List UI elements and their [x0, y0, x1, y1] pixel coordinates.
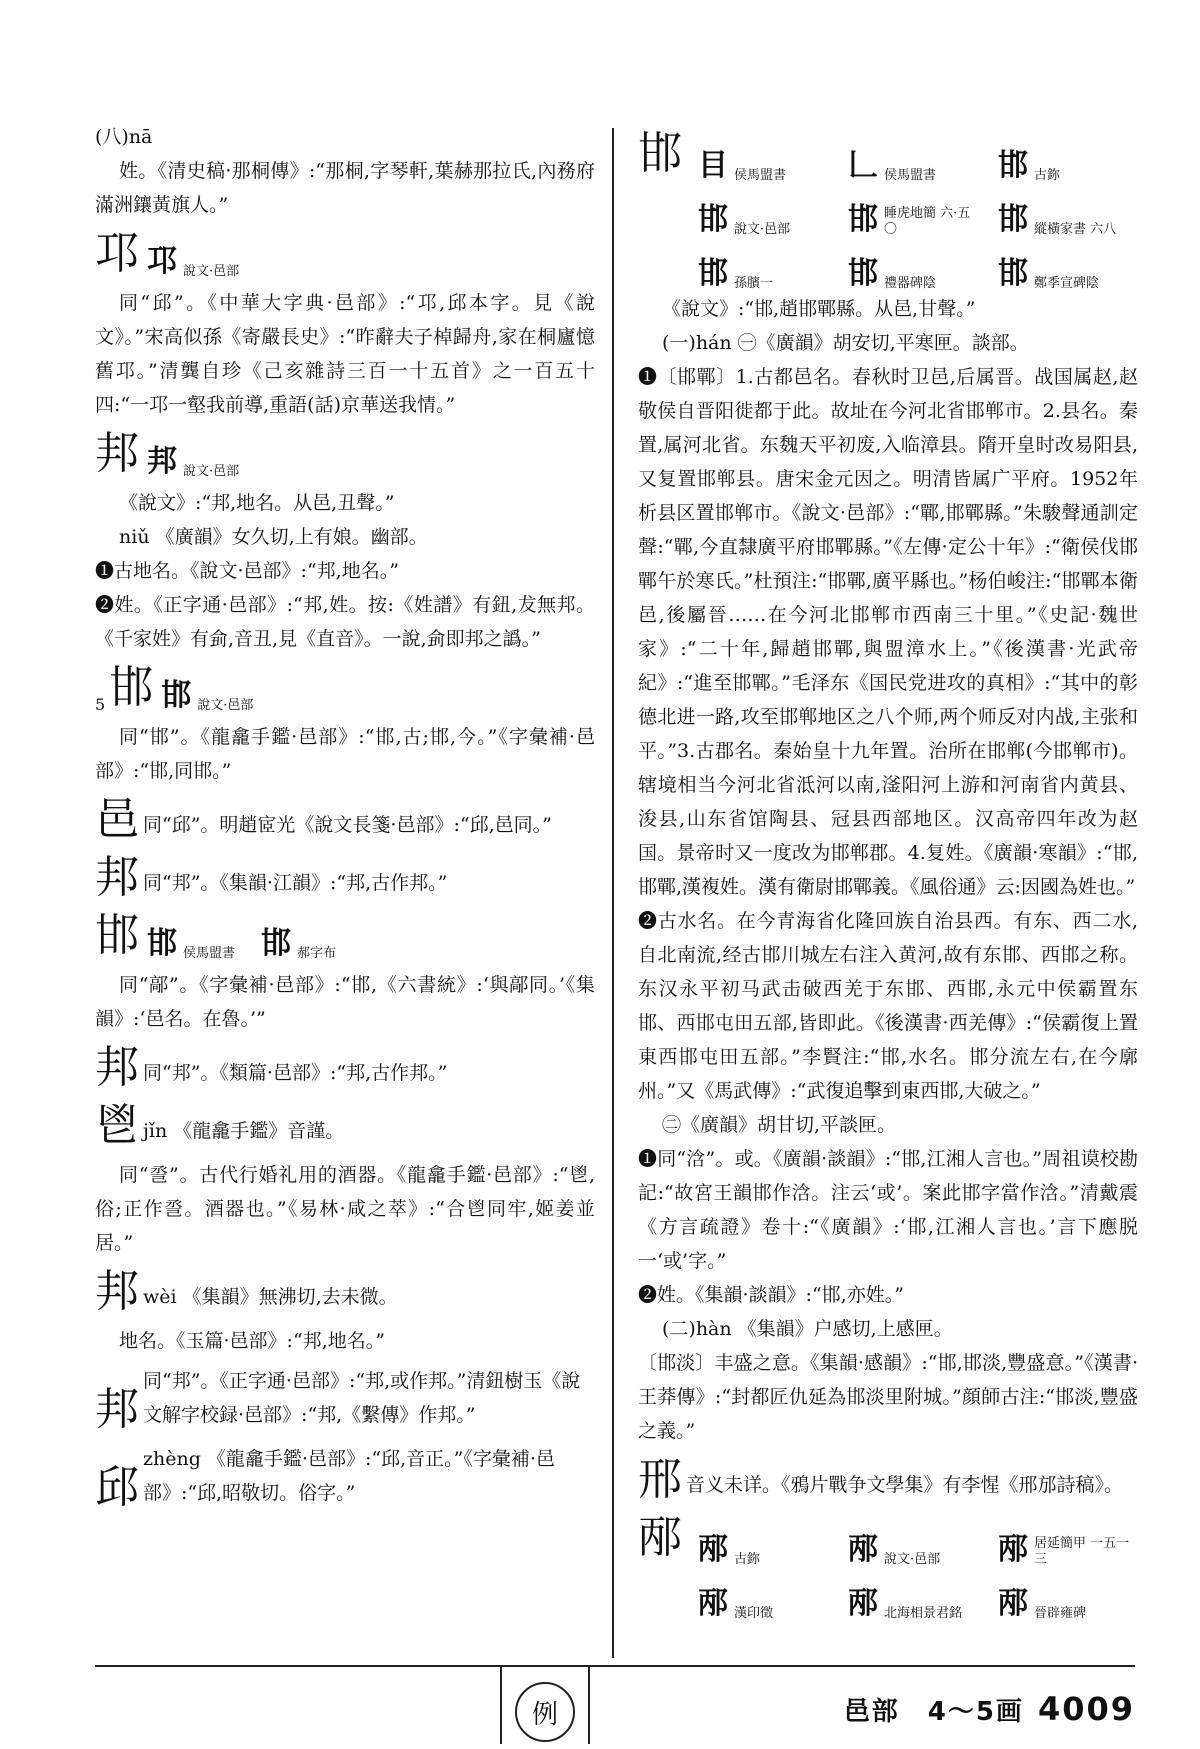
ancient-form	[998, 1524, 1130, 1568]
left-column	[95, 120, 595, 1520]
definition-paragraph: 地名。《玉篇·邑部》:“邦,地名。”	[119, 1330, 385, 1352]
ancient-form	[698, 1578, 830, 1622]
ancient-form	[848, 248, 980, 292]
seal-source: 說文·邑部	[183, 464, 240, 479]
definition-paragraph: niǔ 《廣韻》女久切,上有娘。幽部。	[119, 526, 428, 548]
ancient-form-source: 北海相景君銘	[884, 1606, 963, 1621]
seal-script	[147, 918, 235, 962]
entry-head	[95, 662, 595, 714]
page-number: 4009	[1037, 1690, 1135, 1728]
definition-paragraph: ❶古地名。《說文·邑部》:“邦,地名。”	[95, 560, 399, 582]
ancient-form-source: 睡虎地簡 六·五〇	[884, 206, 971, 237]
ancient-form-source: 說文·邑部	[884, 1552, 941, 1567]
entry-head	[95, 794, 595, 846]
definition-paragraph: (二)hàn 《集韻》户感切,上感匣。	[662, 1318, 953, 1340]
seal-source: 侯馬盟書	[183, 946, 236, 961]
entry-inline-text: 同“邦”。《集韻·江韻》:“邦,古作邦。”	[143, 872, 448, 894]
ancient-form-source: 縱橫家書 六八	[1034, 222, 1117, 237]
definition-paragraph: 《說文》:“邦,地名。从邑,丑聲。”	[119, 492, 395, 514]
ancient-form	[698, 194, 830, 238]
ancient-glyph: 邴	[848, 1586, 878, 1621]
definition-paragraph: ❷姓。《正字通·邑部》:“邦,姓。按:《姓譜》有鈕,犮無邦。《千家姓》有侴,音丑,見《直音》。一說,侴即邦之譌。”	[95, 594, 595, 650]
ancient-form-source: 說文·邑部	[734, 222, 791, 237]
ancient-glyph: 邴	[998, 1532, 1028, 1567]
entry-head	[95, 1266, 595, 1318]
ancient-form-source: 晉辟雍碑	[1034, 1606, 1087, 1621]
ancient-form-source: 漢印徵	[734, 1606, 774, 1621]
headword: 邦	[95, 1042, 139, 1093]
ancient-form-source: 孫臏一	[734, 276, 774, 291]
headword: 邯	[638, 128, 682, 179]
ancient-form-source: 禮器碑陰	[884, 276, 937, 291]
publisher-stamp-icon: 例	[515, 1682, 575, 1742]
seal-script	[147, 236, 239, 280]
ancient-form-source: 古鉨	[1034, 168, 1061, 183]
entry-head	[95, 1042, 595, 1094]
ancient-glyph: 邴	[848, 1532, 878, 1567]
definition-paragraph: 同“巹”。古代行婚礼用的酒器。《龍龕手鑑·邑部》:“鬯,俗;正作巹。酒器也。”《易林·咸之萃》:“合鬯同牢,姬姜並居。”	[95, 1164, 595, 1254]
seal-glyph: 邯	[161, 678, 192, 713]
seal-script	[147, 436, 239, 480]
ancient-form	[848, 1524, 980, 1568]
headword: 邦	[95, 428, 139, 479]
seal-script	[161, 670, 253, 714]
ancient-form	[848, 140, 980, 184]
ancient-glyph: 邴	[698, 1532, 728, 1567]
definition-paragraph: 《說文》:“邯,趙邯鄲縣。从邑,甘聲。”	[662, 298, 976, 320]
headword: 邦	[95, 1266, 139, 1317]
entry-head	[95, 910, 595, 962]
headword: 邯	[109, 662, 154, 713]
ancient-glyph: 邯	[698, 256, 728, 291]
seal-glyph: 邛	[147, 244, 177, 279]
seal-source: 說文·邑部	[183, 264, 240, 279]
headword: 邱	[95, 1462, 139, 1513]
definition-paragraph: ㊁《廣韻》胡甘切,平談匣。	[662, 1114, 897, 1136]
ancient-form	[848, 194, 980, 238]
seal-source: 郝字布	[297, 946, 337, 961]
headword: 邦	[95, 852, 139, 903]
headword: 邑	[95, 794, 139, 845]
entry-head	[638, 1454, 1138, 1506]
seal-glyph: 邦	[147, 444, 177, 479]
ancient-form	[998, 140, 1130, 184]
entry-inline-text: 同“邦”。《正字通·邑部》:“邦,或作邦。”清鈕樹玉《說文解字校録·邑部》:“邦,《繫傳》作邦。”	[143, 1370, 581, 1426]
definition-paragraph: ❷古水名。在今青海省化隆回族自治县西。有东、西二水,自北南流,经古邯川城左右注入黄河,故有东邯、西邯之称。东汉永平初马武击破西羌于东邯、西邯,永元中侯霸置东邯、西邯屯田五部,皆即此。《後漢書·西羌傳》:“侯霸復上置東西邯屯田五部。”李賢注:“邯,水名。邯分流左右,在今廓州。”又《馬武傳》:“武復追擊到東西邯,大破之。”	[638, 910, 1138, 1102]
ancient-glyph: 邴	[698, 1586, 728, 1621]
entry-inline-text: 音义未详。《鴉片戰争文學集》有李惺《邢邡詩稿》。	[686, 1474, 1124, 1496]
entry-head	[95, 228, 595, 280]
seal-script	[261, 918, 336, 962]
definition-paragraph: 姓。《清史稿·那桐傳》:“那桐,字琴軒,葉赫那拉氏,內務府滿洲鑲黃旗人。”	[95, 160, 595, 216]
definition-paragraph: ❷姓。《集韻·談韻》:“邯,亦姓。”	[638, 1284, 904, 1306]
ancient-form-source: 古鉨	[734, 1552, 761, 1567]
headword: 邦	[95, 1384, 139, 1435]
ancient-glyph: 邯	[998, 256, 1028, 291]
entry-head	[95, 428, 595, 480]
entry-head	[95, 1100, 595, 1152]
reading-line: (八)nā	[95, 126, 153, 148]
ancient-form-source: 侯馬盟書	[734, 168, 787, 183]
entry-inline-text: 同“邦”。《類篇·邑部》:“邦,古作邦。”	[143, 1062, 448, 1084]
ancient-glyph: 邯	[998, 202, 1028, 237]
ancient-glyph: 邯	[998, 148, 1028, 183]
page-footer	[95, 1680, 1135, 1740]
definition-paragraph: 同“邯”。《龍龕手鑑·邑部》:“邯,古;邯,今。”《字彙補·邑部》:“邯,同邯。”	[95, 726, 595, 782]
entry-head	[95, 1442, 595, 1514]
definition-paragraph: ❶〔邯鄲〕1.古都邑名。春秋时卫邑,后属晋。战国属赵,赵敬侯自晋阳徙都于此。故址在今河北省邯郸市。2.县名。秦置,属河北省。东魏天平初废,入临漳县。隋开皇时改易阳县,又复置邯郸县。唐宋金元因之。明清皆属广平府。1952年析县区置邯郸市。《說文·邑部》:“鄲,邯鄲縣。”朱駿聲通訓定聲:“鄲,今直隸廣平府邯鄲縣。”《左傳·定公十年》:“衛侯伐邯鄲午於寒氏。”杜預注:“邯鄲,廣平縣也。”杨伯峻注:“邯鄲本衛邑,後屬晉……在今河北邯郸市西南三十里。”《史記·魏世家》:“二十年,歸趙邯鄲,與盟漳水上。”《後漢書·光武帝紀》:“進至邯鄲。”毛泽东《国民党进攻的真相》:“其中的彰德北进一路,攻至邯郸地区之八个师,两个师反对内战,主张和平。”3.古郡名。秦始皇十九年置。治所在邯郸(今邯郸市)。辖境相当今河北省泜河以南,滏阳河上游和河南省内黄县、浚县,山东省馆陶县、冠县西部地区。汉高帝四年改为赵国。景帝时又一度改为邯郸郡。4.复姓。《廣韻·寒韻》:“邯,邯鄲,漢複姓。漢有衛尉邯鄲義。《風俗通》云:因國為姓也。”	[638, 366, 1138, 898]
seal-glyph: 邯	[147, 926, 177, 961]
entry-head	[95, 852, 595, 904]
ancient-form	[698, 1524, 830, 1568]
headword: 邯	[95, 910, 139, 961]
ancient-glyph: 邯	[848, 256, 878, 291]
headword: 邢	[638, 1454, 682, 1505]
definition-paragraph: 同“邱”。《中華大字典·邑部》:“邛,邱本字。見《說文》。”宋高似孫《寄嚴長史》:“昨辭夫子棹歸舟,家在桐廬憶舊邛。”清龔自珍《己亥雜詩三百一十五首》之一百五十四:“一邛一壑我前導,重語(話)京華送我情。”	[95, 292, 595, 416]
ancient-forms-grid	[698, 140, 1138, 292]
definition-paragraph: ❶同“浛”。或。《廣韻·談韻》:“邯,江湘人言也。”周祖谟校勘記:“故宮王韻邯作浛。注云‘或’。案此邯字當作浛。”清戴震《方言疏證》卷十:“《廣韻》:‘邯,江湘人言也。’言下應脱一‘或’字。”	[638, 1148, 1138, 1272]
ancient-form	[998, 194, 1130, 238]
seal-glyph: 邯	[261, 926, 292, 961]
definition-paragraph: 〔邯淡〕丰盛之意。《集韻·感韻》:“邯,邯淡,豐盛意。”《漢書·王莽傳》:“封都匠仇延為邯淡里附城。”顔師古注:“邯淡,豐盛之義。”	[638, 1352, 1138, 1442]
ancient-form	[848, 1578, 980, 1622]
ancient-form-source: 居延簡甲 一五一三	[1034, 1536, 1130, 1567]
ancient-form-source: 鄭季宣碑陰	[1034, 276, 1100, 291]
footer-rule	[95, 1665, 1135, 1667]
headword: 邛	[95, 228, 139, 279]
ancient-glyph: 邴	[998, 1586, 1028, 1621]
ancient-glyph: 邯	[698, 202, 728, 237]
ancient-form	[998, 248, 1130, 292]
ancient-form-source: 侯馬盟書	[884, 168, 937, 183]
seal-source: 說文·邑部	[197, 698, 254, 713]
column-divider	[612, 128, 614, 1658]
definition-paragraph: 同“鄗”。《字彙補·邑部》:“邯,《六書統》:‘與鄗同。’《集韻》:‘邑名。在魯。’”	[95, 974, 595, 1030]
ancient-form	[698, 248, 830, 292]
entry-head	[95, 1364, 595, 1436]
section-label	[844, 1690, 1135, 1728]
right-column	[638, 128, 1138, 1622]
ancient-form	[698, 140, 830, 184]
entry-inline-text: 同“邱”。明趙宧光《說文長箋·邑部》:“邱,邑同。”	[143, 814, 552, 836]
ancient-forms-grid	[698, 1524, 1138, 1622]
stroke-count: 5	[95, 695, 106, 714]
ancient-glyph: 目	[698, 148, 728, 183]
ancient-glyph: 邯	[848, 202, 878, 237]
definition-paragraph: (一)hán ㊀《廣韻》胡安切,平寒匣。談部。	[662, 332, 1029, 354]
ancient-form	[998, 1578, 1130, 1622]
entry-inline-text: jǐn 《龍龕手鑑》音謹。	[143, 1120, 345, 1142]
headword: 邴	[638, 1512, 682, 1563]
entry-inline-text: zhèng 《龍龕手鑑·邑部》:“邱,音正。”《字彙補·邑部》:“邱,昭敬切。俗字。”	[143, 1448, 555, 1504]
ancient-glyph: 𠃊	[848, 148, 878, 183]
headword: 鬯	[95, 1100, 139, 1151]
section-title: 邑部 4～5画	[843, 1697, 1024, 1727]
entry-inline-text: wèi 《集韻》無沸切,去未微。	[143, 1286, 398, 1308]
